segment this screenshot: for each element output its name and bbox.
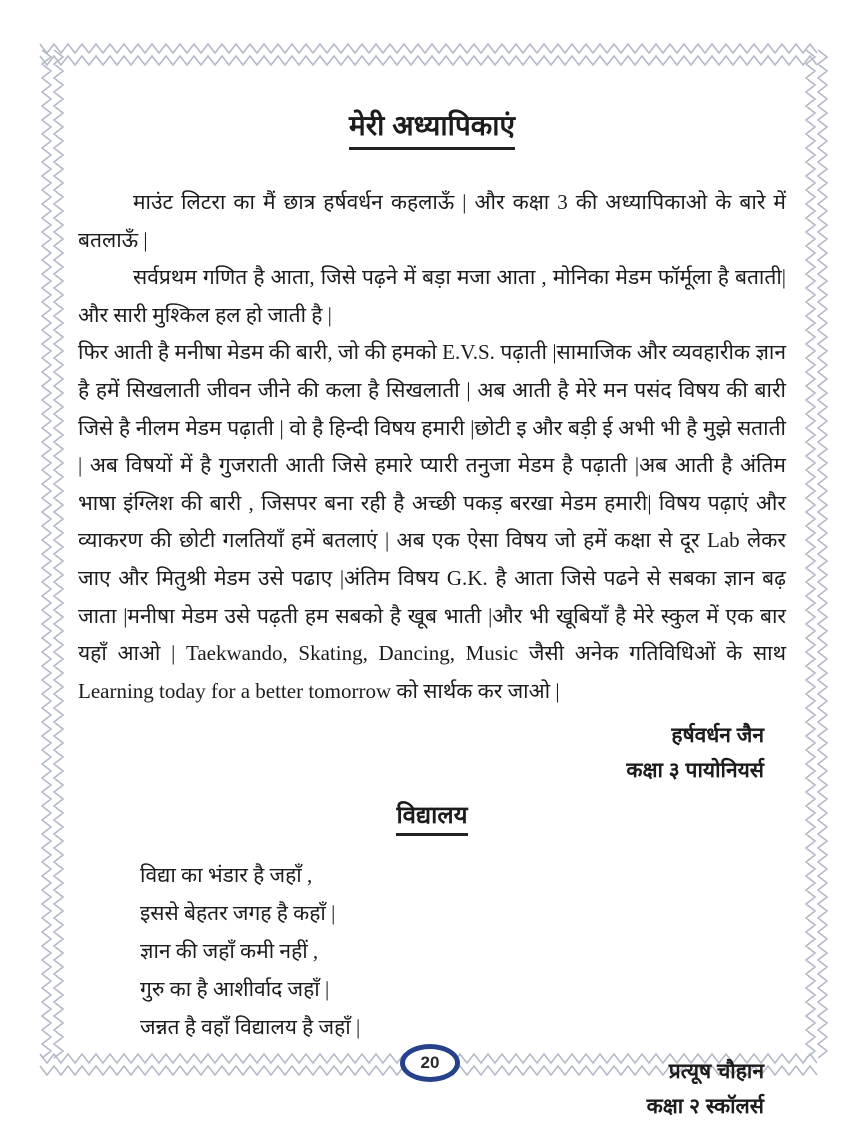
author-1-name: हर्षवर्धन जैन <box>671 724 764 748</box>
zigzag-right-inner <box>818 50 827 1058</box>
zigzag-top-inner <box>40 56 817 65</box>
page-number-badge <box>400 1044 460 1082</box>
page-number: 20 <box>420 1053 440 1072</box>
poem-title-text: विद्यालय <box>396 798 467 836</box>
zigzag-left-outer <box>42 50 51 1058</box>
zigzag-top-outer <box>40 44 817 53</box>
paragraph-3: फिर आती है मनीषा मेडम की बारी, जो की हमको E.V.S. पढ़ाती |सामाजिक और व्यवहारीक ज्ञान है हमें सिखलाती जीवन जीने की कला है सिखलाती | अब आती है मेरे मन पसंद विषय की बारी जिसे है नीलम मेडम पढ़ाती | वो है हिन्दी विषय हमारी |छोटी इ और बड़ी ई अभी भी है मुझे सताती | अब विषयों में है गुजराती आती जिसे हमारे प्यारी तनुजा मेडम है पढ़ाती |अब आती है अंतिम भाषा इंग्लिश की बारी , जिसपर बना रही है अच्छी पकड़ बरखा मेडम हमारी| विषय पढ़ाएं और व्याकरण की छोटी गलतियाँ हमें बतलाएं | अब एक ऐसा विषय जो हमें कक्षा से दूर Lab लेकर जाए और मितुश्री मेडम उसे पढाए |अंतिम विषय G.K. है आता जिसे पढने से सबका ज्ञान बढ़ जाता |मनीषा मेडम उसे पढ़ती हम सबको है खूब भाती |और भी खूबियाँ है मेरे स्कुल में एक बार यहाँ आओ | Taekwando, Skating, Dancing, Music जैसी अनेक गतिविधिओं के साथ Learning today for a better tomorrow को सार्थक कर जाओ | <box>78 340 786 703</box>
poem-line: इससे बेहतर जगह है कहाँ | <box>140 901 336 926</box>
paragraph-2: सर्वप्रथम गणित है आता, जिसे पढ़ने में बड़ा मजा आता , मोनिका मेडम फॉर्मूला है बताती| और सारी मुश्किल हल हो जाती है | <box>78 265 786 327</box>
paragraph-1: माउंट लिटरा का मैं छात्र हर्षवर्धन कहलाऊँ | और कक्षा 3 की अध्यापिकाओ के बारे में बतलाऊँ | <box>78 190 786 252</box>
article-title <box>78 106 786 150</box>
author-2-class: कक्षा २ स्कॉलर्स <box>646 1095 764 1119</box>
poem-line: गुरु का है आशीर्वाद जहाँ | <box>140 977 330 1002</box>
page-content <box>78 106 786 1124</box>
author-2-name: प्रत्यूष चौहान <box>668 1060 764 1084</box>
poem-line: विद्या का भंडार है जहाँ , <box>140 863 313 888</box>
zigzag-right-outer <box>806 50 815 1058</box>
poem-title <box>78 798 786 836</box>
article-title-text: मेरी अध्यापिकाएं <box>349 106 515 150</box>
zigzag-left-inner <box>54 50 63 1058</box>
poem <box>140 856 786 1046</box>
poem-line: जन्नत है वहाँ विद्यालय है जहाँ | <box>140 1015 361 1040</box>
author-credit-1 <box>78 718 786 788</box>
poem-line: ज्ञान की जहाँ कमी नहीं , <box>140 939 319 964</box>
author-1-class: कक्षा ३ पायोनियर्स <box>626 759 764 783</box>
